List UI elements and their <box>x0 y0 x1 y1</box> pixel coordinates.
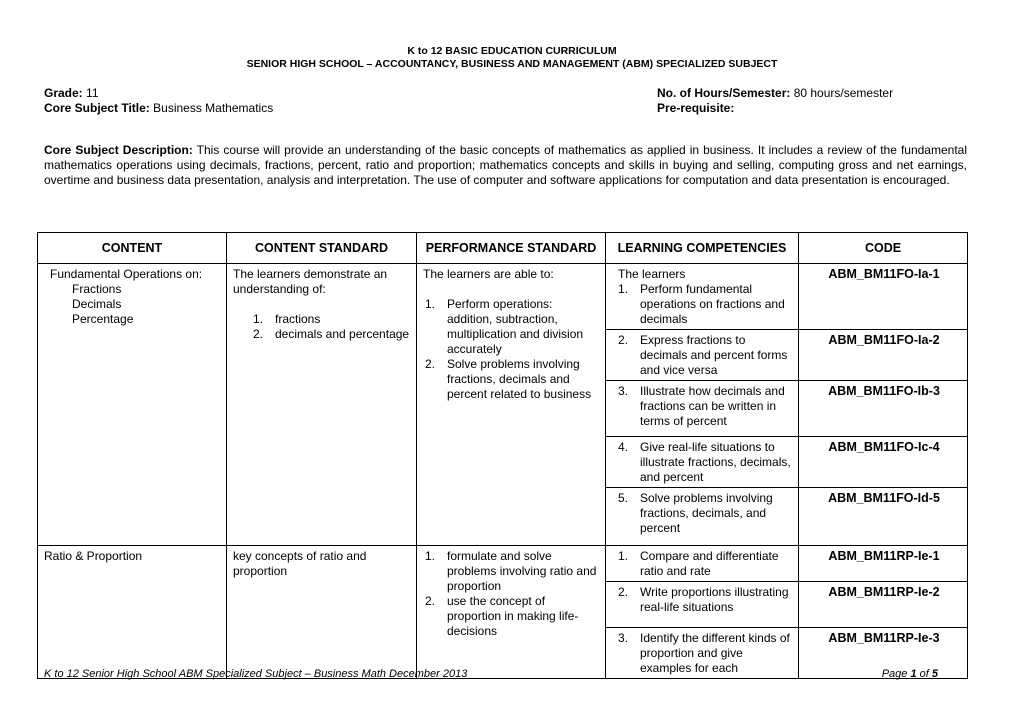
col-code: CODE <box>799 233 968 264</box>
competency-cell <box>606 330 799 381</box>
description-label: Core Subject Description: <box>44 143 193 157</box>
list-item: 1. Perform operations: addition, subtraction, multiplication and division accurately <box>425 297 584 356</box>
list-item: 1. formulate and solve problems involving ratio and proportion <box>425 549 597 593</box>
list-item: 1. fractions <box>253 312 321 326</box>
competency-code: ABM_BM11FO-Ib-3 <box>799 381 968 437</box>
core-subject-description <box>44 143 967 188</box>
content-cell <box>38 264 227 546</box>
footer-text: K to 12 Senior High School ABM Specialized Subject – Business Math December 2013 <box>44 668 468 680</box>
competency-code: ABM_BM11FO-Ia-1 <box>799 264 968 330</box>
content-standard-cell <box>227 264 417 546</box>
list-item: 4. Give real-life situations to illustrate fractions, decimals, and percent <box>618 440 791 484</box>
list-item: 2. Solve problems involving fractions, decimals and percent related to business <box>425 357 592 401</box>
competency-code: ABM_BM11RP-Ie-3 <box>799 628 968 679</box>
hours-value: 80 hours/semester <box>793 86 894 100</box>
competency-code: ABM_BM11RP-Ie-1 <box>799 546 968 582</box>
grade <box>44 86 99 100</box>
list-item: 1. Compare and differentiate ratio and rate <box>618 549 779 578</box>
performance-standard-cell <box>417 546 606 679</box>
content-standard-cell: key concepts of ratio and proportion <box>227 546 417 679</box>
perf-intro: The learners are able to: <box>423 267 554 281</box>
hours-label: No. of Hours/Semester: <box>657 86 791 100</box>
col-content: CONTENT <box>38 233 227 264</box>
competency-cell <box>606 628 799 679</box>
title-label: Core Subject Title: <box>44 101 150 115</box>
competency-code: ABM_BM11FO-Ia-2 <box>799 330 968 381</box>
subject-track-title: SENIOR HIGH SCHOOL – ACCOUNTANCY, BUSINESS AND MANAGEMENT (ABM) SPECIALIZED SUBJECT <box>246 58 778 70</box>
col-performance-standard: PERFORMANCE STANDARD <box>417 233 606 264</box>
competency-cell <box>606 437 799 488</box>
list-item: 3. Identify the different kinds of proportion and give examples for each <box>618 631 790 675</box>
content-item: Percentage <box>72 312 134 326</box>
list-item: 2. decimals and percentage <box>253 327 410 341</box>
core-subject-title <box>44 101 273 115</box>
table-row <box>38 546 968 582</box>
curriculum-table <box>37 232 968 679</box>
prerequisite <box>657 101 734 115</box>
competency-code: ABM_BM11RP-Ie-2 <box>799 582 968 628</box>
grade-label: Grade: <box>44 86 83 100</box>
col-content-standard: CONTENT STANDARD <box>227 233 417 264</box>
competency-cell <box>606 546 799 582</box>
hours-per-semester <box>657 86 893 100</box>
competency-intro: The learners <box>618 267 686 281</box>
list-item: 1. Perform fundamental operations on fractions and decimals <box>618 282 785 326</box>
page-number: Page 1 of 5 <box>881 668 938 680</box>
content-item: Fractions <box>72 282 122 296</box>
list-item: 2. Write proportions illustrating real-life situations <box>618 585 789 614</box>
competency-cell <box>606 582 799 628</box>
prereq-label: Pre-requisite: <box>657 101 735 115</box>
list-item: 2. Express fractions to decimals and percent forms and vice versa <box>618 333 788 377</box>
perf-list <box>423 549 601 639</box>
standard-list <box>233 312 412 342</box>
content-item: Decimals <box>72 297 122 311</box>
competency-code: ABM_BM11FO-Ic-4 <box>799 437 968 488</box>
performance-standard-cell <box>417 264 606 546</box>
content-title: Fundamental Operations on: <box>50 267 203 281</box>
competency-cell <box>606 264 799 330</box>
list-item: 3. Illustrate how decimals and fractions can be written in terms of percent <box>618 384 785 428</box>
standard-intro: The learners demonstrate an understanding of: <box>233 267 388 296</box>
col-learning-competencies: LEARNING COMPETENCIES <box>606 233 799 264</box>
grade-value: 11 <box>86 86 99 100</box>
perf-list <box>423 297 601 402</box>
title-value: Business Mathematics <box>153 101 274 115</box>
curriculum-title: K to 12 BASIC EDUCATION CURRICULUM <box>407 45 617 57</box>
competency-code: ABM_BM11FO-Id-5 <box>799 488 968 546</box>
competency-cell <box>606 381 799 437</box>
table-row <box>38 264 968 330</box>
list-item: 5. Solve problems involving fractions, decimals, and percent <box>618 491 773 535</box>
description-text: This course will provide an understanding of the basic concepts of mathematics as applied in business. It includes a review of the fundamental mathematics operations using decimals, fractions, percent, ratio and proportion; mathematics concepts and skills in buying and selling, computing gross and net earnings, overtime and business data presentation, analysis and interpretation. The use of computer and software applications for computation and data presentation is encouraged. <box>44 143 967 187</box>
list-item: 2. use the concept of proportion in making life-decisions <box>425 594 579 638</box>
competency-cell <box>606 488 799 546</box>
header-row <box>38 233 968 264</box>
content-cell: Ratio & Proportion <box>38 546 227 679</box>
